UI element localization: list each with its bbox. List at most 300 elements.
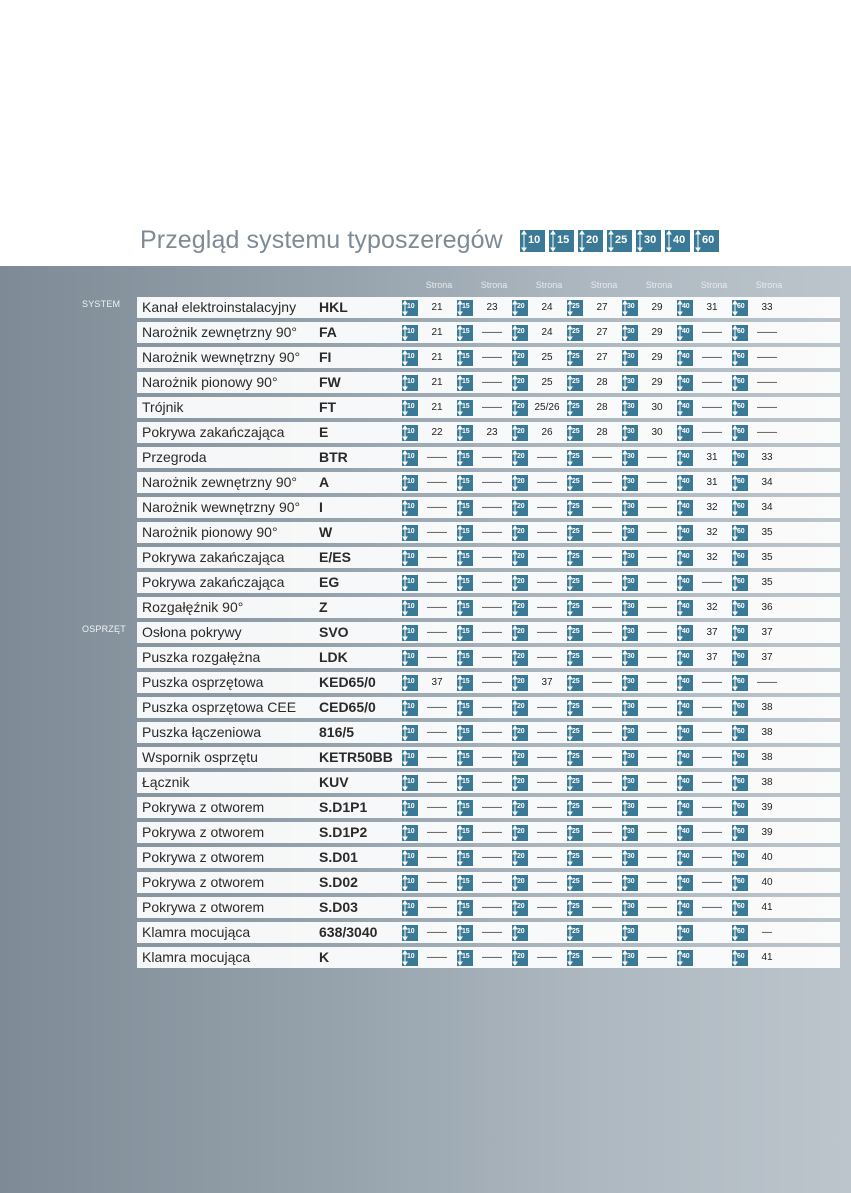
product-name: Narożnik zewnętrzny 90° [142,324,297,340]
page-cell [622,400,677,416]
series-number: 25 [572,453,580,460]
table-row [0,722,840,743]
page-cell [402,600,457,616]
page-cell [402,950,457,966]
series-60-icon [732,625,748,641]
page-cell [457,800,512,816]
page-cell [567,350,622,366]
series-40-icon [677,550,693,566]
page-cell [457,350,512,366]
series-number: 25 [572,328,580,335]
page-number: —— [592,902,612,913]
series-60-icon [732,800,748,816]
series-number: 40 [682,653,690,660]
page-cell [677,775,732,791]
product-name: Narożnik zewnętrzny 90° [142,474,297,490]
page-number: — [762,927,772,938]
product-name: Klamra mocująca [142,949,251,965]
series-60-icon [732,725,748,741]
series-40-icon [677,900,693,916]
series-10-icon [520,230,545,252]
page-number: —— [592,477,612,488]
page-number: 32 [706,552,718,563]
page-number: —— [702,377,722,388]
series-number: 10 [407,778,415,785]
series-number: 60 [737,653,745,660]
page-number: —— [647,452,667,463]
page-number: —— [427,802,447,813]
page-number: —— [482,702,502,713]
product-code: Z [319,599,328,615]
series-15-icon [457,350,473,366]
series-number: 30 [627,903,635,910]
column-header-strona: Strona [755,280,783,290]
page-number: 32 [706,527,718,538]
series-number: 40 [682,553,690,560]
series-number: 15 [462,728,470,735]
table-row [0,322,840,343]
page-number: 29 [651,352,663,363]
page-cell [732,550,787,566]
page-number: —— [592,677,612,688]
page-number: —— [537,852,557,863]
table-row [0,297,840,318]
series-number: 60 [737,328,745,335]
page-number: —— [427,827,447,838]
series-40-icon [677,625,693,641]
page-number: 25 [541,352,553,363]
series-number: 25 [615,234,628,246]
series-number: 15 [462,578,470,585]
series-20-icon [512,600,528,616]
page-number: —— [702,852,722,863]
series-60-icon [732,300,748,316]
series-number: 40 [673,234,686,246]
series-40-icon [677,725,693,741]
series-60-icon [732,825,748,841]
series-30-icon [622,825,638,841]
series-15-icon [457,825,473,841]
series-20-icon [512,750,528,766]
page-number: 29 [651,377,663,388]
series-number: 40 [682,303,690,310]
series-20-icon [512,375,528,391]
page-cell [677,725,732,741]
series-number: 25 [572,678,580,685]
series-20-icon [512,400,528,416]
series-10-icon [402,550,418,566]
series-25-icon [567,425,583,441]
page-number: 24 [541,302,553,313]
page-cell [402,500,457,516]
page-number: —— [702,727,722,738]
series-30-icon [636,230,661,252]
page-cell [732,825,787,841]
page-number: —— [537,802,557,813]
page-number: 38 [761,752,773,763]
product-name: Pokrywa z otworem [142,824,265,840]
series-number: 40 [682,328,690,335]
series-10-icon [402,450,418,466]
column-header-strona: Strona [700,280,728,290]
page-cell [402,800,457,816]
page-cell [457,525,512,541]
page-cell [512,700,567,716]
page-cell [732,300,787,316]
series-number: 40 [682,528,690,535]
group-label: OSPRZĘT [82,624,126,634]
series-20-icon [512,500,528,516]
page-number: —— [537,552,557,563]
page-number: —— [427,902,447,913]
series-number: 15 [462,528,470,535]
series-40-icon [677,950,693,966]
series-20-icon [512,325,528,341]
series-number: 60 [737,628,745,635]
page-cell [512,675,567,691]
page-number: —— [647,852,667,863]
series-number: 60 [737,828,745,835]
page-number: —— [647,777,667,788]
page-cell [402,325,457,341]
series-number: 20 [517,853,525,860]
series-number: 20 [517,928,525,935]
series-number: 60 [737,678,745,685]
series-25-icon [567,650,583,666]
page-number: 38 [761,702,773,713]
page-number: —— [482,877,502,888]
page-number: —— [592,827,612,838]
series-number: 25 [572,578,580,585]
series-number: 10 [407,953,415,960]
table-row [0,647,840,668]
series-number: 30 [627,603,635,610]
page-number: 25 [541,377,553,388]
table-row [0,622,840,643]
page-cell [677,450,732,466]
series-number: 25 [572,953,580,960]
series-number: 10 [407,803,415,810]
series-number: 60 [737,953,745,960]
page-number: 21 [431,302,443,313]
page-number: —— [482,652,502,663]
product-name: Klamra mocująca [142,924,251,940]
series-number: 60 [737,353,745,360]
series-10-icon [402,775,418,791]
series-number: 30 [627,678,635,685]
series-number: 10 [407,553,415,560]
series-15-icon [457,550,473,566]
page-number: —— [427,477,447,488]
series-30-icon [622,700,638,716]
series-number: 30 [627,853,635,860]
page-number: 28 [596,377,608,388]
series-number: 10 [407,378,415,385]
page-number: 33 [761,302,773,313]
product-code: W [319,524,333,540]
product-code: LDK [319,649,348,665]
page-number: —— [702,427,722,438]
series-20-icon [512,475,528,491]
series-25-icon [567,625,583,641]
series-20-icon [512,700,528,716]
page-number: —— [537,602,557,613]
series-number: 15 [462,703,470,710]
series-10-icon [402,500,418,516]
product-name: Puszka osprzętowa [142,674,264,690]
page-number: —— [647,727,667,738]
series-number: 10 [407,603,415,610]
series-15-icon [457,950,473,966]
series-number: 25 [572,353,580,360]
page-number: 35 [761,577,773,588]
page-number: —— [537,627,557,638]
series-number: 40 [682,678,690,685]
series-number: 10 [407,653,415,660]
series-60-icon [732,850,748,866]
page-cell [402,750,457,766]
page-cell [512,500,567,516]
series-number: 10 [407,678,415,685]
page-number: 37 [706,627,718,638]
page-cell [457,375,512,391]
page-number: —— [482,752,502,763]
series-40-icon [677,675,693,691]
series-number: 15 [462,503,470,510]
page-number: 28 [596,427,608,438]
table-row [0,422,840,443]
page-cell [457,650,512,666]
series-25-icon [567,475,583,491]
series-60-icon [732,675,748,691]
product-code: S.D02 [319,874,358,890]
product-name: Narożnik wewnętrzny 90° [142,349,301,365]
table-row [0,747,840,768]
page-cell [457,900,512,916]
series-number: 60 [702,234,715,246]
series-number: 30 [627,403,635,410]
series-number: 15 [462,403,470,410]
product-name: Pokrywa z otworem [142,899,265,915]
product-code: 638/3040 [319,924,378,940]
series-40-icon [677,525,693,541]
page-cell [622,775,677,791]
series-number: 30 [627,778,635,785]
series-number: 40 [682,578,690,585]
series-number: 60 [737,878,745,885]
page-cell [622,825,677,841]
page-number: 24 [541,327,553,338]
page-cell [402,700,457,716]
page-cell [402,625,457,641]
page-cell [677,850,732,866]
product-code: FT [319,399,337,415]
table-row [0,547,840,568]
page-cell [622,425,677,441]
series-number: 40 [682,928,690,935]
page-cell [457,400,512,416]
series-30-icon [622,575,638,591]
page-number: —— [537,477,557,488]
page-cell [512,425,567,441]
page-cell [677,400,732,416]
series-40-icon [677,850,693,866]
product-name: Wspornik osprzętu [142,749,258,765]
page-number: 38 [761,777,773,788]
table-row [0,922,840,943]
series-number: 30 [627,478,635,485]
page-cell [622,800,677,816]
product-code: BTR [319,449,348,465]
series-15-icon [457,300,473,316]
page-cell [622,750,677,766]
series-number: 20 [517,403,525,410]
product-name: Narożnik wewnętrzny 90° [142,499,301,515]
page-cell [457,750,512,766]
page-cell [677,350,732,366]
page-number: —— [592,702,612,713]
series-25-icon [567,525,583,541]
series-number: 20 [517,528,525,535]
series-40-icon [677,600,693,616]
series-60-icon [732,775,748,791]
page-cell [402,300,457,316]
page-cell [622,575,677,591]
page-cell [677,575,732,591]
series-number: 40 [682,628,690,635]
series-60-icon [732,950,748,966]
product-name: Łącznik [142,774,190,790]
table-row [0,897,840,918]
page-number: 21 [431,402,443,413]
series-number: 60 [737,778,745,785]
group-label: SYSTEM [82,299,121,309]
series-25-icon [567,300,583,316]
series-10-icon [402,425,418,441]
page-number: —— [647,652,667,663]
series-number: 30 [627,553,635,560]
page-cell [457,600,512,616]
series-60-icon [732,500,748,516]
table-row [0,447,840,468]
page-cell [512,900,567,916]
page-number: —— [702,802,722,813]
page-cell [677,750,732,766]
series-number: 25 [572,503,580,510]
page-number: —— [427,852,447,863]
page-number: 32 [706,602,718,613]
page-number: 26 [541,427,553,438]
page-cell [402,875,457,891]
page-cell [567,375,622,391]
page-number: 35 [761,527,773,538]
series-20-icon [512,925,528,941]
series-25-icon [567,575,583,591]
series-number: 60 [737,528,745,535]
page-cell [622,300,677,316]
series-60-icon [732,900,748,916]
series-number: 15 [462,678,470,685]
page-number: —— [537,652,557,663]
series-number: 60 [737,703,745,710]
page-cell [402,525,457,541]
page-title: Przegląd systemu typoszeregów [140,226,503,254]
series-number: 15 [462,378,470,385]
series-number: 60 [737,378,745,385]
series-number: 40 [682,478,690,485]
page-number: —— [482,527,502,538]
series-number: 25 [572,303,580,310]
page-cell [457,425,512,441]
series-number: 30 [627,303,635,310]
series-number: 60 [737,578,745,585]
page-number: —— [702,777,722,788]
page-number: —— [482,602,502,613]
table-row [0,672,840,693]
page-number: 31 [706,477,718,488]
series-number: 40 [682,353,690,360]
series-number: 10 [407,853,415,860]
series-number: 10 [407,403,415,410]
series-30-icon [622,450,638,466]
series-number: 40 [682,453,690,460]
page-cell [457,325,512,341]
page-number: —— [647,952,667,963]
series-60-icon [732,550,748,566]
series-30-icon [622,550,638,566]
series-number: 20 [517,628,525,635]
series-number: 30 [627,528,635,535]
page-cell [567,425,622,441]
series-30-icon [622,525,638,541]
series-number: 40 [682,703,690,710]
series-number: 40 [682,803,690,810]
series-number: 25 [572,553,580,560]
page-cell [677,550,732,566]
page-cell [512,350,567,366]
page-cell [512,925,567,941]
table-row [0,697,840,718]
series-number: 60 [737,853,745,860]
page-cell [732,600,787,616]
page-cell [402,925,457,941]
page-cell [567,950,622,966]
page-cell [512,825,567,841]
page-cell [512,550,567,566]
series-number: 30 [627,828,635,835]
page-number: 27 [596,327,608,338]
page-number: —— [592,777,612,788]
page-number: —— [702,352,722,363]
page-cell [402,475,457,491]
series-30-icon [622,950,638,966]
series-number: 25 [572,428,580,435]
page-number: —— [427,627,447,638]
page-number: —— [427,502,447,513]
series-25-icon [567,600,583,616]
page-cell [402,650,457,666]
series-20-icon [512,875,528,891]
page-number: —— [757,402,777,413]
page-cell [732,525,787,541]
page-cell [457,575,512,591]
series-number: 30 [627,953,635,960]
page-cell [622,700,677,716]
series-10-icon [402,825,418,841]
series-number: 60 [737,303,745,310]
page-number: —— [427,577,447,588]
series-40-icon [677,875,693,891]
